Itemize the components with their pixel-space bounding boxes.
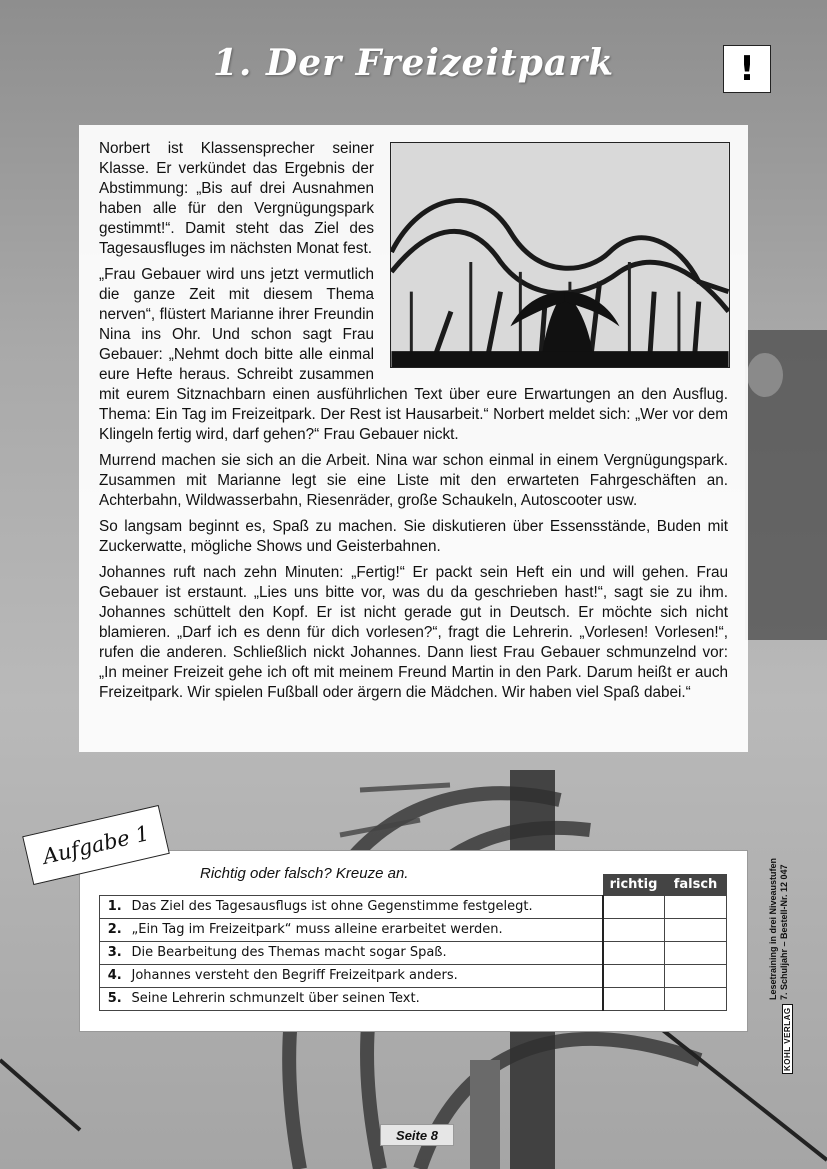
row-statement: Das Ziel des Tagesausflugs ist ohne Gegenstimme festgelegt. — [130, 895, 603, 918]
task-box — [79, 850, 748, 1032]
table-row — [100, 918, 727, 941]
row-statement: Die Bearbeitung des Themas macht sogar Spaß. — [130, 941, 603, 964]
table-row — [100, 941, 727, 964]
story-paragraph: Johannes ruft nach zehn Minuten: „Fertig!“ Er packt sein Heft ein und will gehen. Frau Gebauer ist erstaunt. „Lies uns bitte vor, was du da geschrieben hast!“, sagt sie zu ihm. Johannes schüttelt den Kopf. Er ist nicht gerade gut in Deutsch. Er möchte sich nicht blamieren. „Darf ich es denn für dich vorlesen?“, fragt die Lehrerin. „Vorlesen! Vorlesen!“, rufen die anderen. Schließlich nickt Johannes. Dann liest Frau Gebauer schmunzelnd vor: „In meiner Freizeit gehe ich oft mit meinem Freund Martin in den Park. Darum heißt er auch Freizeitpark. Wir spielen Fußball oder ärgern die Mädchen. Wir haben viel Spaß dabei.“ — [99, 564, 728, 701]
column-header-false: falsch — [665, 874, 727, 895]
checkbox-true[interactable] — [603, 918, 665, 941]
series-info — [768, 858, 790, 1000]
checkbox-true[interactable] — [603, 895, 665, 918]
task-label: Aufgabe 1 — [22, 805, 170, 885]
row-number: 4. — [100, 964, 130, 987]
checkbox-true[interactable] — [603, 964, 665, 987]
story-text-box — [79, 125, 748, 752]
story-paragraph: „Frau Gebauer wird uns jetzt vermutlich die ganze Zeit mit diesem Thema nerven“, flüstert Marianne ihrer Freundin Nina ins Ohr. Und schon sagt Frau Gebauer: „Nehmt doch bitte alle einmal eure Hefte heraus. Schreibt zusammen mit eurem Sitznachbarn einen ausführlichen Text über eure Erwartungen an den Ausflug. Thema: Ein Tag im Freizeitpark. Der Rest ist Hausarbeit.“ Norbert meldet sich: „Wer vor dem Klingeln fertig wird, darf gehen?“ Frau Gebauer nickt. — [99, 266, 728, 443]
column-header-true: richtig — [603, 874, 665, 895]
exclamation-icon: ! — [723, 45, 771, 93]
checkbox-false[interactable] — [665, 918, 727, 941]
row-number: 2. — [100, 918, 130, 941]
publisher-logo: KOHL VERLAG — [782, 1004, 793, 1074]
checkbox-false[interactable] — [665, 987, 727, 1010]
page-number: Seite 8 — [380, 1124, 454, 1146]
row-statement: „Ein Tag im Freizeitpark“ muss alleine erarbeitet werden. — [130, 918, 603, 941]
checkbox-true[interactable] — [603, 941, 665, 964]
row-number: 1. — [100, 895, 130, 918]
checkbox-false[interactable] — [665, 964, 727, 987]
row-number: 3. — [100, 941, 130, 964]
row-statement: Johannes versteht den Begriff Freizeitpark anders. — [130, 964, 603, 987]
true-false-table — [99, 874, 727, 1011]
table-row — [100, 895, 727, 918]
table-row — [100, 964, 727, 987]
page-title: 1. Der Freizeitpark — [212, 42, 615, 84]
checkbox-false[interactable] — [665, 941, 727, 964]
row-number: 5. — [100, 987, 130, 1010]
rollercoaster-photo — [390, 142, 730, 368]
checkbox-true[interactable] — [603, 987, 665, 1010]
series-order-number: 7. Schuljahr – Bestell-Nr. 12 047 — [779, 864, 789, 1000]
table-row — [100, 987, 727, 1010]
series-title: Lesetraining in drei Niveaustufen — [768, 857, 778, 1000]
story-paragraph: Murrend machen sie sich an die Arbeit. Nina war schon einmal in einem Vergnügungspark. Zusammen mit Marianne legt sie eine Liste mit den erwarteten Fahrgeschäften an. Achterbahn, Wildwasserbahn, Riesenräder, große Schaukeln, Autoscooter usw. — [99, 452, 728, 509]
checkbox-false[interactable] — [665, 895, 727, 918]
story-paragraph: So langsam beginnt es, Spaß zu machen. Sie diskutieren über Essensstände, Buden mit Zuckerwatte, mögliche Shows und Geisterbahnen. — [99, 518, 728, 555]
row-statement: Seine Lehrerin schmunzelt über seinen Text. — [130, 987, 603, 1010]
task-instruction: Richtig oder falsch? Kreuze an. — [200, 865, 409, 882]
story-paragraph: Norbert ist Klassensprecher seiner Klasse. Er verkündet das Ergebnis der Abstimmung: „Bis auf drei Ausnahmen haben alle für den Vergnügungspark gestimmt!“. Damit steht das Ziel des Tagesausfluges im nächsten Monat fest. — [99, 140, 374, 257]
